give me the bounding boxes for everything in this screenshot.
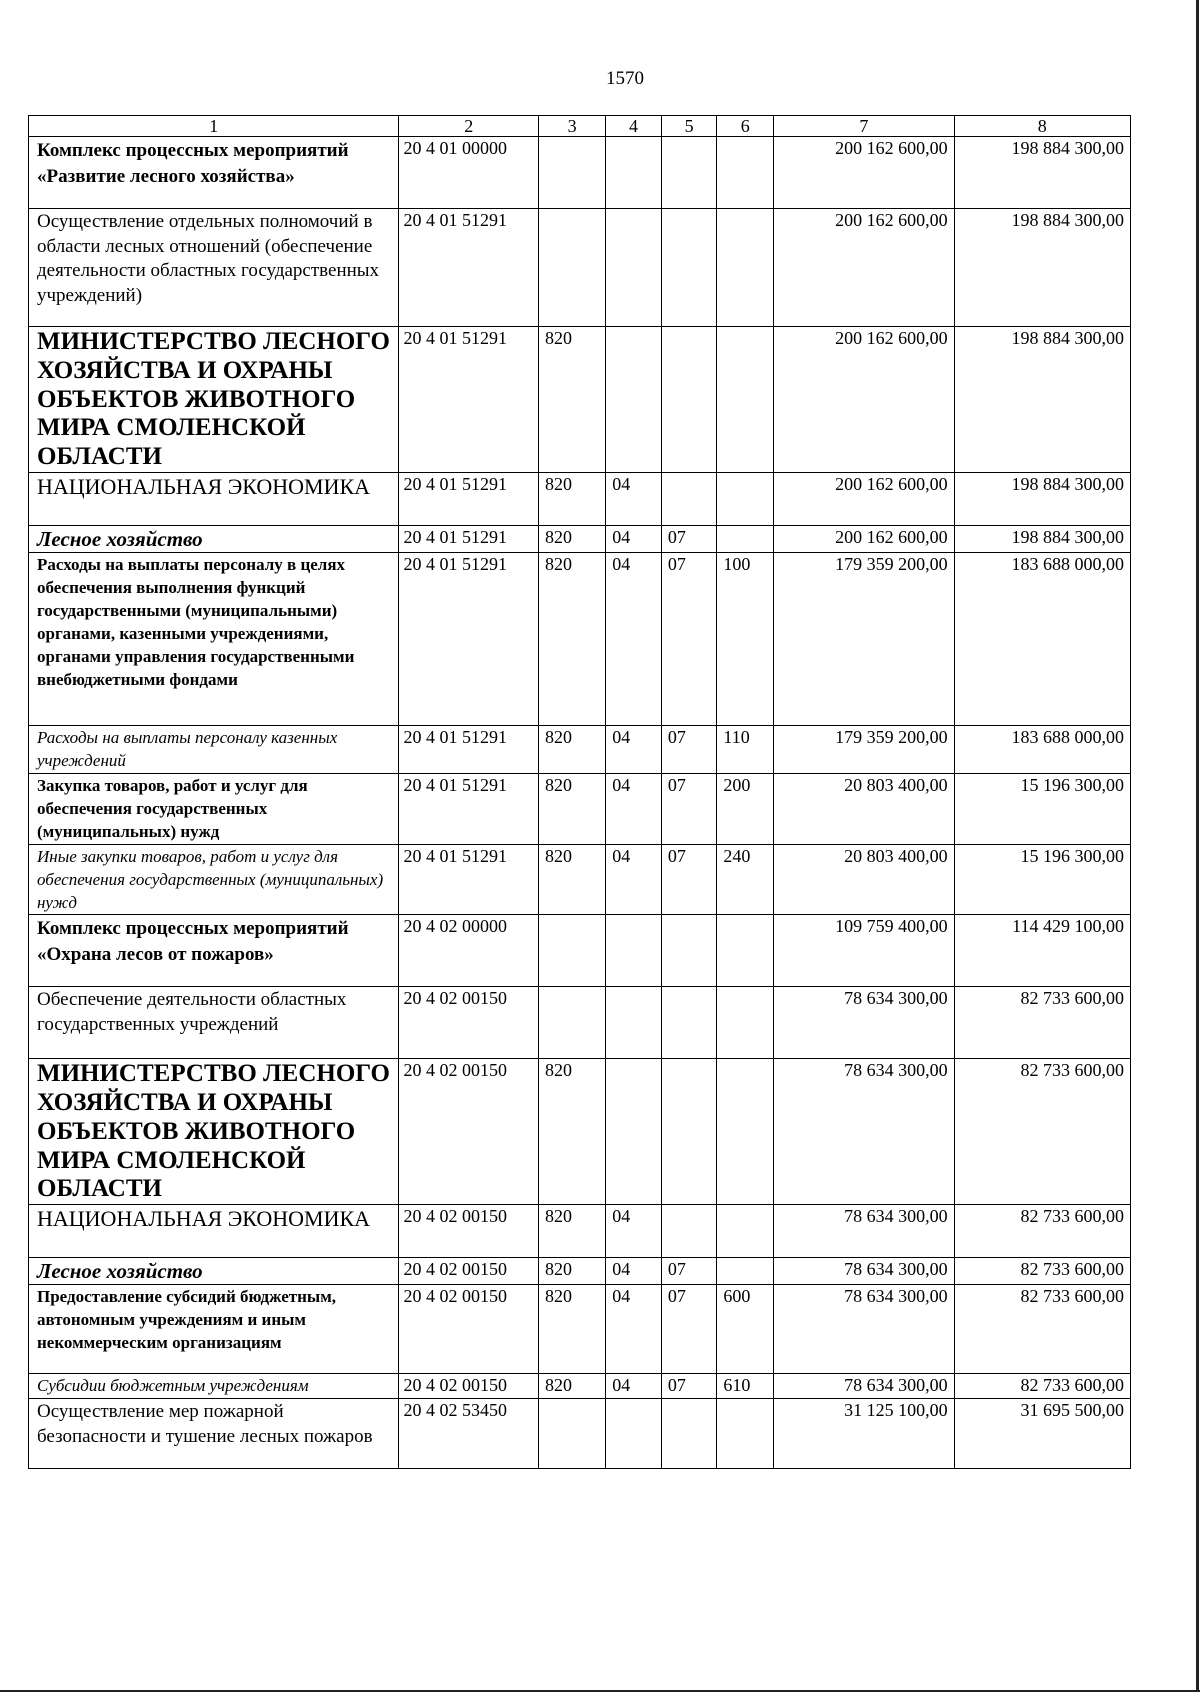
row-amount-col8-cell: 15 196 300,00 <box>954 773 1130 844</box>
row-col3-cell: 820 <box>539 844 606 915</box>
row-amount-col8-cell: 198 884 300,00 <box>954 209 1130 327</box>
row-code-cell: 20 4 02 00150 <box>399 987 539 1059</box>
row-col4-cell: 04 <box>606 1258 662 1285</box>
row-col3-cell: 820 <box>539 773 606 844</box>
scan-edge-line <box>1196 0 1199 1692</box>
row-col5-cell: 07 <box>661 773 717 844</box>
row-code-cell: 20 4 01 51291 <box>399 844 539 915</box>
row-col6-cell: 610 <box>717 1374 774 1399</box>
table-row <box>29 1399 1131 1469</box>
row-col4-cell: 04 <box>606 725 662 773</box>
row-amount-col7-cell: 78 634 300,00 <box>774 1285 955 1374</box>
row-col3-cell: 820 <box>539 1059 606 1205</box>
row-code-cell: 20 4 01 51291 <box>399 472 539 525</box>
row-col3-cell: 820 <box>539 1258 606 1285</box>
row-name-cell: Предоставление субсидий бюджетным, автономным учреждениям и иным некоммерческим организациям <box>29 1285 399 1374</box>
row-name-cell: Осуществление мер пожарной безопасности и тушение лесных пожаров <box>29 1399 399 1469</box>
column-header: 1 <box>29 116 399 137</box>
row-col5-cell <box>661 327 717 473</box>
row-amount-col8-cell: 82 733 600,00 <box>954 1258 1130 1285</box>
page-number: 1570 <box>606 68 644 89</box>
row-col5-cell: 07 <box>661 844 717 915</box>
row-code-cell: 20 4 02 00150 <box>399 1285 539 1374</box>
row-col6-cell <box>717 1258 774 1285</box>
row-col4-cell <box>606 209 662 327</box>
row-col4-cell <box>606 1059 662 1205</box>
row-col5-cell <box>661 915 717 987</box>
row-code-cell: 20 4 01 51291 <box>399 725 539 773</box>
row-name-cell: Лесное хозяйство <box>29 525 399 552</box>
row-col5-cell: 07 <box>661 725 717 773</box>
row-col3-cell: 820 <box>539 1205 606 1258</box>
table-row <box>29 1374 1131 1399</box>
row-col6-cell: 200 <box>717 773 774 844</box>
table-row <box>29 137 1131 209</box>
row-amount-col8-cell: 31 695 500,00 <box>954 1399 1130 1469</box>
row-col4-cell <box>606 987 662 1059</box>
table-row <box>29 209 1131 327</box>
column-header: 5 <box>661 116 717 137</box>
row-amount-col7-cell: 78 634 300,00 <box>774 1059 955 1205</box>
row-amount-col8-cell: 82 733 600,00 <box>954 987 1130 1059</box>
row-amount-col7-cell: 31 125 100,00 <box>774 1399 955 1469</box>
table-row <box>29 1059 1131 1205</box>
row-col5-cell <box>661 1059 717 1205</box>
row-amount-col8-cell: 198 884 300,00 <box>954 327 1130 473</box>
row-amount-col8-cell: 183 688 000,00 <box>954 725 1130 773</box>
row-col6-cell <box>717 1399 774 1469</box>
row-col5-cell: 07 <box>661 1374 717 1399</box>
table-row <box>29 1258 1131 1285</box>
table-row <box>29 525 1131 552</box>
row-code-cell: 20 4 01 51291 <box>399 209 539 327</box>
row-col4-cell: 04 <box>606 525 662 552</box>
row-code-cell: 20 4 02 00150 <box>399 1374 539 1399</box>
table-row <box>29 1285 1131 1374</box>
row-col6-cell <box>717 209 774 327</box>
row-col3-cell <box>539 209 606 327</box>
table-row <box>29 327 1131 473</box>
row-col3-cell: 820 <box>539 525 606 552</box>
row-col4-cell <box>606 915 662 987</box>
column-header-row <box>29 116 1131 137</box>
row-col6-cell <box>717 1059 774 1205</box>
column-header: 7 <box>774 116 955 137</box>
row-name-cell: Расходы на выплаты персоналу казенных учреждений <box>29 725 399 773</box>
row-col5-cell: 07 <box>661 552 717 725</box>
row-col4-cell <box>606 137 662 209</box>
table-row <box>29 552 1131 725</box>
row-col4-cell: 04 <box>606 844 662 915</box>
row-amount-col8-cell: 15 196 300,00 <box>954 844 1130 915</box>
row-col6-cell <box>717 987 774 1059</box>
row-name-cell: НАЦИОНАЛЬНАЯ ЭКОНОМИКА <box>29 472 399 525</box>
row-code-cell: 20 4 01 51291 <box>399 552 539 725</box>
row-amount-col8-cell: 198 884 300,00 <box>954 525 1130 552</box>
row-col5-cell <box>661 137 717 209</box>
row-name-cell: Обеспечение деятельности областных государственных учреждений <box>29 987 399 1059</box>
table-row <box>29 987 1131 1059</box>
table-row <box>29 915 1131 987</box>
row-col4-cell: 04 <box>606 1285 662 1374</box>
column-header: 2 <box>399 116 539 137</box>
table-row <box>29 773 1131 844</box>
row-col6-cell <box>717 327 774 473</box>
row-amount-col8-cell: 82 733 600,00 <box>954 1374 1130 1399</box>
row-col5-cell: 07 <box>661 1285 717 1374</box>
row-amount-col8-cell: 82 733 600,00 <box>954 1059 1130 1205</box>
row-amount-col8-cell: 198 884 300,00 <box>954 472 1130 525</box>
row-amount-col7-cell: 20 803 400,00 <box>774 844 955 915</box>
row-amount-col8-cell: 82 733 600,00 <box>954 1285 1130 1374</box>
row-col3-cell <box>539 915 606 987</box>
row-code-cell: 20 4 01 51291 <box>399 773 539 844</box>
table-row <box>29 844 1131 915</box>
row-col3-cell <box>539 1399 606 1469</box>
row-amount-col8-cell: 183 688 000,00 <box>954 552 1130 725</box>
row-name-cell: Осуществление отдельных полномочий в области лесных отношений (обеспечение деятельности областных государственных учреждений) <box>29 209 399 327</box>
row-col6-cell: 110 <box>717 725 774 773</box>
row-amount-col8-cell: 114 429 100,00 <box>954 915 1130 987</box>
row-col3-cell: 820 <box>539 327 606 473</box>
row-name-cell: Расходы на выплаты персоналу в целях обеспечения выполнения функций государственными (муниципальными) органами, казенными учреждениями, органами управления государственными внебюджетными фондами <box>29 552 399 725</box>
table-row <box>29 472 1131 525</box>
row-amount-col7-cell: 200 162 600,00 <box>774 209 955 327</box>
row-col4-cell: 04 <box>606 773 662 844</box>
row-code-cell: 20 4 01 00000 <box>399 137 539 209</box>
row-col6-cell <box>717 472 774 525</box>
row-amount-col7-cell: 78 634 300,00 <box>774 987 955 1059</box>
column-header: 3 <box>539 116 606 137</box>
row-col5-cell <box>661 209 717 327</box>
table-row <box>29 1205 1131 1258</box>
row-col4-cell: 04 <box>606 552 662 725</box>
row-code-cell: 20 4 02 00150 <box>399 1059 539 1205</box>
row-code-cell: 20 4 02 00150 <box>399 1258 539 1285</box>
row-col3-cell: 820 <box>539 1374 606 1399</box>
row-col5-cell <box>661 1205 717 1258</box>
row-amount-col7-cell: 200 162 600,00 <box>774 525 955 552</box>
row-amount-col7-cell: 179 359 200,00 <box>774 725 955 773</box>
row-code-cell: 20 4 01 51291 <box>399 327 539 473</box>
row-code-cell: 20 4 02 00150 <box>399 1205 539 1258</box>
row-col5-cell: 07 <box>661 1258 717 1285</box>
row-col3-cell <box>539 137 606 209</box>
row-col3-cell: 820 <box>539 552 606 725</box>
row-col4-cell: 04 <box>606 472 662 525</box>
row-name-cell: Лесное хозяйство <box>29 1258 399 1285</box>
row-amount-col8-cell: 198 884 300,00 <box>954 137 1130 209</box>
row-amount-col7-cell: 20 803 400,00 <box>774 773 955 844</box>
row-name-cell: Закупка товаров, работ и услуг для обеспечения государственных (муниципальных) нужд <box>29 773 399 844</box>
row-col6-cell: 240 <box>717 844 774 915</box>
row-col6-cell <box>717 915 774 987</box>
row-col5-cell <box>661 472 717 525</box>
row-col3-cell <box>539 987 606 1059</box>
row-name-cell: Комплекс процессных мероприятий «Охрана лесов от пожаров» <box>29 915 399 987</box>
row-amount-col7-cell: 78 634 300,00 <box>774 1205 955 1258</box>
row-amount-col8-cell: 82 733 600,00 <box>954 1205 1130 1258</box>
row-amount-col7-cell: 200 162 600,00 <box>774 327 955 473</box>
row-amount-col7-cell: 200 162 600,00 <box>774 472 955 525</box>
row-amount-col7-cell: 109 759 400,00 <box>774 915 955 987</box>
row-amount-col7-cell: 78 634 300,00 <box>774 1374 955 1399</box>
row-col6-cell: 600 <box>717 1285 774 1374</box>
row-amount-col7-cell: 200 162 600,00 <box>774 137 955 209</box>
row-amount-col7-cell: 179 359 200,00 <box>774 552 955 725</box>
row-col4-cell: 04 <box>606 1374 662 1399</box>
row-col6-cell: 100 <box>717 552 774 725</box>
row-name-cell: НАЦИОНАЛЬНАЯ ЭКОНОМИКА <box>29 1205 399 1258</box>
row-col5-cell <box>661 1399 717 1469</box>
row-code-cell: 20 4 01 51291 <box>399 525 539 552</box>
row-col5-cell: 07 <box>661 525 717 552</box>
column-header: 6 <box>717 116 774 137</box>
row-col6-cell <box>717 525 774 552</box>
row-name-cell: Субсидии бюджетным учреждениям <box>29 1374 399 1399</box>
row-col6-cell <box>717 1205 774 1258</box>
column-header: 8 <box>954 116 1130 137</box>
row-amount-col7-cell: 78 634 300,00 <box>774 1258 955 1285</box>
column-header: 4 <box>606 116 662 137</box>
row-col4-cell <box>606 1399 662 1469</box>
row-col3-cell: 820 <box>539 725 606 773</box>
row-col5-cell <box>661 987 717 1059</box>
row-name-cell: МИНИСТЕРСТВО ЛЕСНОГО ХОЗЯЙСТВА И ОХРАНЫ ОБЪЕКТОВ ЖИВОТНОГО МИРА СМОЛЕНСКОЙ ОБЛАСТИ <box>29 327 399 473</box>
row-name-cell: Комплекс процессных мероприятий «Развитие лесного хозяйства» <box>29 137 399 209</box>
row-name-cell: МИНИСТЕРСТВО ЛЕСНОГО ХОЗЯЙСТВА И ОХРАНЫ ОБЪЕКТОВ ЖИВОТНОГО МИРА СМОЛЕНСКОЙ ОБЛАСТИ <box>29 1059 399 1205</box>
row-name-cell: Иные закупки товаров, работ и услуг для обеспечения государственных (муниципальных) нужд <box>29 844 399 915</box>
row-col6-cell <box>717 137 774 209</box>
row-col4-cell: 04 <box>606 1205 662 1258</box>
row-code-cell: 20 4 02 00000 <box>399 915 539 987</box>
row-col4-cell <box>606 327 662 473</box>
row-col3-cell: 820 <box>539 1285 606 1374</box>
row-code-cell: 20 4 02 53450 <box>399 1399 539 1469</box>
budget-table <box>28 115 1131 1469</box>
table-row <box>29 725 1131 773</box>
row-col3-cell: 820 <box>539 472 606 525</box>
